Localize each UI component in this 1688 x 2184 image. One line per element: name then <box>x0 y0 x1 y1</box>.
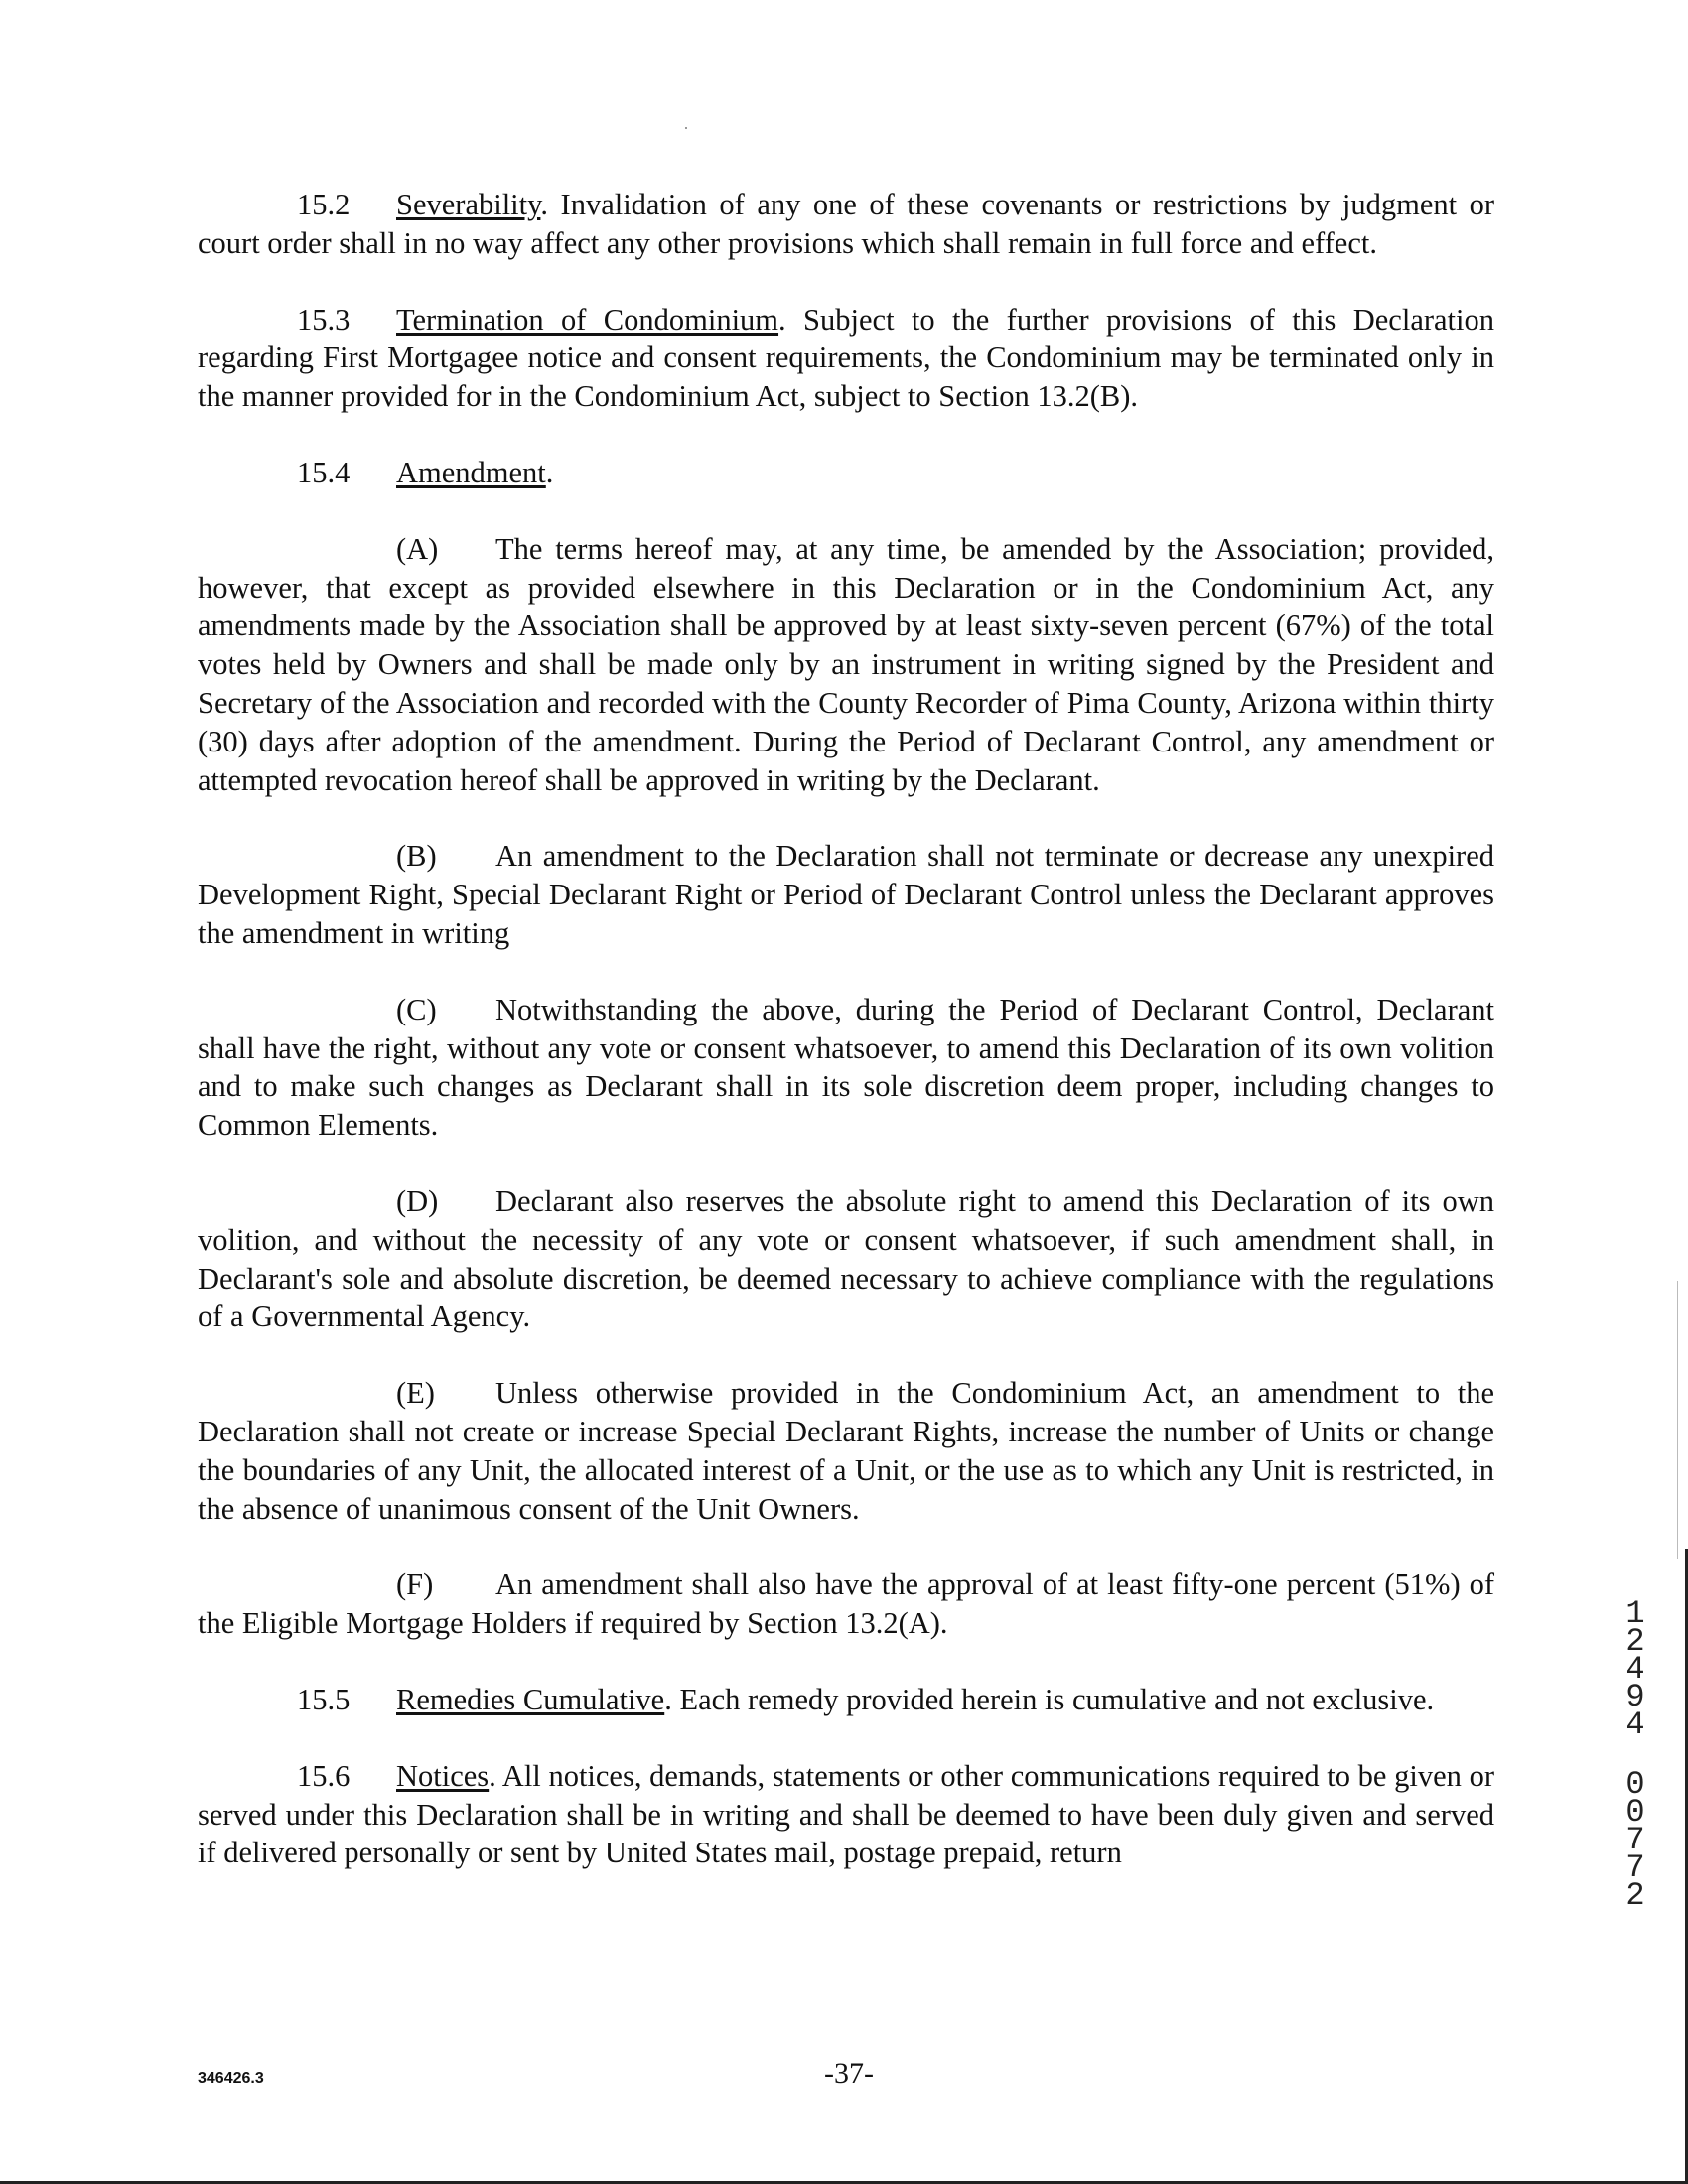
subsection-label: (E) <box>396 1376 435 1411</box>
subsection-c <box>198 991 1494 1145</box>
section-number: 15.6 <box>297 1758 351 1793</box>
section-text: . <box>545 455 554 489</box>
scan-speck <box>685 127 687 129</box>
section-number: 15.4 <box>297 455 351 489</box>
subsection-text: An amendment to the Declaration shall not terminate or decrease any unexpired Development Right, Special Declarant Right or Period of Declarant Control unless the Declarant approves the amendment in writing <box>198 839 1494 950</box>
subsection-label: (A) <box>396 531 439 566</box>
document-body <box>198 186 1494 1910</box>
subsection-text: Notwithstanding the above, during the Period of Declarant Control, Declarant shall have the right, without any vote or consent whatsoever, to amend this Declaration of its own volition and to make such changes as Declarant shall in its sole discretion deem proper, including changes to Common Elements. <box>198 992 1494 1143</box>
document-id: 346426.3 <box>198 2070 264 2087</box>
subsection-f <box>198 1566 1494 1643</box>
subsection-d <box>198 1182 1494 1336</box>
subsection-a <box>198 530 1494 800</box>
stamp-digit: 9 <box>1625 1679 1645 1715</box>
stamp-digit: 0 <box>1625 1766 1645 1803</box>
subsection-label: (F) <box>396 1568 434 1602</box>
section-text: . Each remedy provided herein is cumulative and not exclusive. <box>664 1682 1435 1716</box>
section-number: 15.5 <box>297 1682 351 1716</box>
section-title: Remedies Cumulative <box>396 1682 665 1716</box>
stamp-digit: 7 <box>1625 1849 1645 1886</box>
stamp-digit: 4 <box>1625 1651 1645 1688</box>
section-title: Severability <box>396 188 541 221</box>
stamp-digit: 0 <box>1625 1794 1645 1831</box>
subsection-text: The terms hereof may, at any time, be amended by the Association; provided, however, that except as provided elsewhere in this Declaration or in the Condominium Act, any amendments made by the Association shall be approved by at least sixty-seven percent (67%) of the total votes held by Owners and shall be made only by an instrument in writing signed by the President and Secretary of the Association and recorded with the County Recorder of Pima County, Arizona within thirty (30) days after adoption of the amendment. During the Period of Declarant Control, any amendment or attempted revocation hereof shall be approved in writing by the Declarant. <box>198 531 1494 797</box>
subsection-e <box>198 1374 1494 1528</box>
subsection-text: Unless otherwise provided in the Condominium Act, an amendment to the Declaration shall not create or increase Special Declarant Rights, increase the number of Units or change the boundaries of any Unit, the allocated interest of a Unit, or the use as to which any Unit is restricted, in the absence of unanimous consent of the Unit Owners. <box>198 1376 1494 1526</box>
recording-stamp <box>1620 1595 1650 1914</box>
section-title: Amendment <box>396 455 546 489</box>
subsection-label: (B) <box>396 839 437 874</box>
stamp-digit: 7 <box>1625 1822 1645 1858</box>
section-title: Notices <box>396 1758 490 1793</box>
subsection-b <box>198 837 1494 952</box>
stamp-digit: 1 <box>1625 1595 1645 1632</box>
stamp-digit: 4 <box>1625 1706 1645 1743</box>
section-number: 15.3 <box>297 302 351 337</box>
section-15-6 <box>198 1757 1494 1872</box>
scan-edge-line <box>1677 1281 1678 1559</box>
subsection-label: (D) <box>396 1183 439 1218</box>
subsection-text: An amendment shall also have the approval of at least fifty-one percent (51%) of the Eligible Mortgage Holders if required by Section 13.2(A). <box>198 1568 1494 1641</box>
section-text: . Subject to the further provisions of this Declaration regarding First Mortgagee notice and consent requirements, the Condominium may be terminated only in the manner provided for in the Condominium Act, subject to Section 13.2(B). <box>198 302 1494 414</box>
stamp-digit: 2 <box>1625 1623 1645 1660</box>
stamp-digit: 2 <box>1625 1877 1645 1914</box>
subsection-label: (C) <box>396 992 437 1026</box>
section-15-2 <box>198 186 1494 263</box>
section-number: 15.2 <box>297 188 351 221</box>
section-text: . Invalidation of any one of these covenants or restrictions by judgment or court order shall in no way affect any other provisions which shall remain in full force and effect. <box>198 188 1494 260</box>
subsection-text: Declarant also reserves the absolute right to amend this Declaration of its own volition, and without the necessity of any vote or consent whatsoever, if such amendment shall, in Declarant's sole and absolute discretion, be deemed necessary to achieve compliance with the regulations of a Governmental Agency. <box>198 1183 1494 1334</box>
section-title: Termination of Condominium <box>396 302 779 337</box>
section-15-5 <box>198 1681 1494 1719</box>
page-number: -37- <box>824 2057 874 2090</box>
section-text: . All notices, demands, statements or other communications required to be given or served under this Declaration shall be in writing and shall be deemed to have been duly given and served if delivered personally or sent by United States mail, postage prepaid, return <box>198 1758 1494 1870</box>
section-15-4 <box>198 454 1494 492</box>
section-15-3 <box>198 301 1494 416</box>
